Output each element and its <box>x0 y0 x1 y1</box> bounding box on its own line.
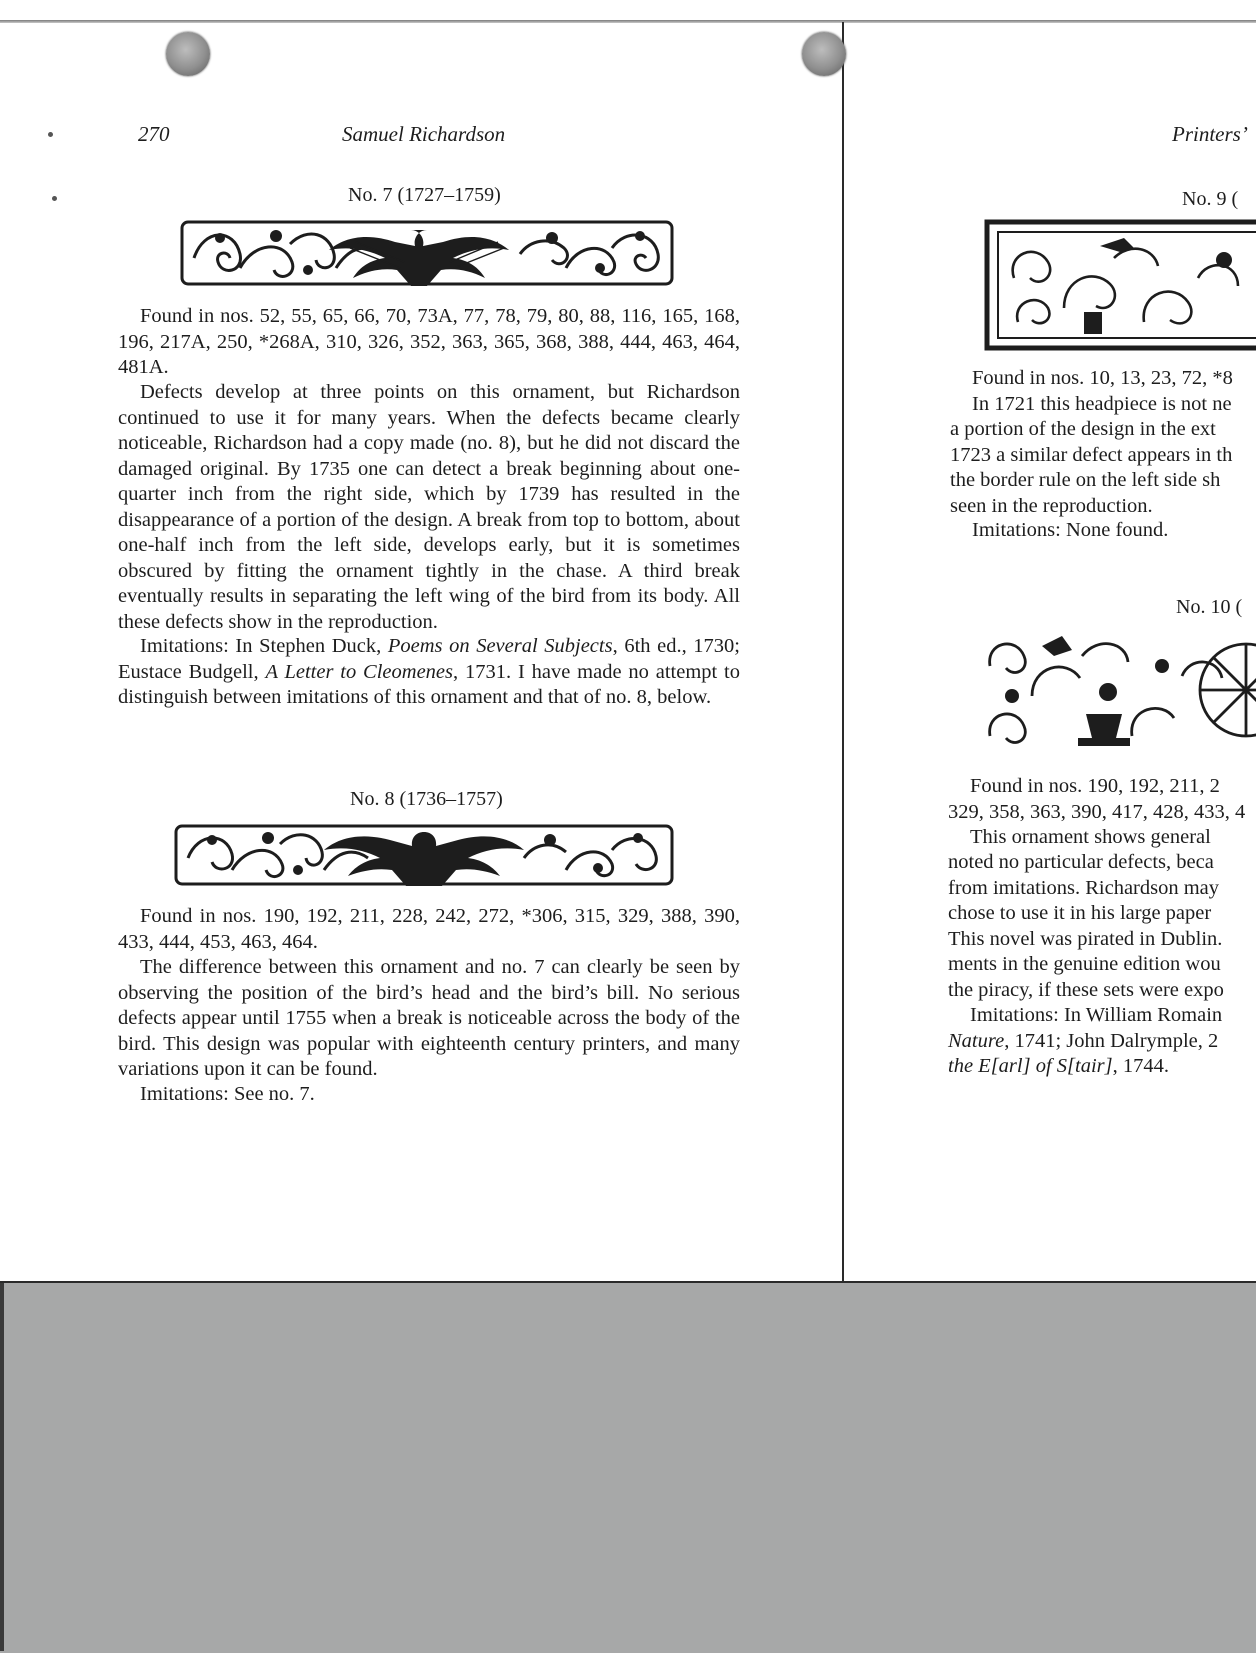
running-title: Samuel Richardson <box>342 122 506 146</box>
section-heading-no8: No. 8 (1736–1757) <box>350 788 503 810</box>
book-title: the E[arl] of S[tair] <box>948 1055 1113 1077</box>
imitations-paragraph-no7: Imitations: In Stephen Duck, Poems on Several Subjects, 6th ed., 1730; Eustace Budgell, A Letter to Cleomenes, 1731. I have made no attempt to distinguish between imitations of this ornament and that of no. 8, below. <box>118 635 741 708</box>
scanner-edge <box>0 1283 4 1651</box>
book-title: Poems on Several Subjects <box>387 635 613 657</box>
section-heading-no10: No. 10 ( <box>1176 596 1243 618</box>
punch-hole-right <box>802 32 846 76</box>
page-number: 270 <box>138 122 170 146</box>
ornament-no8-bird-headpiece <box>174 822 674 888</box>
scanner-background <box>0 1281 1256 1653</box>
book-title: A Letter to Cleomenes <box>265 660 454 683</box>
found-list-no8: Found in nos. 190, 192, 211, 228, 242, 272, *306, 315, 329, 388, 390, 433, 444, 453, 463, 464. <box>118 905 740 953</box>
section-heading-no7: No. 7 (1727–1759) <box>348 184 501 206</box>
found-list-no7: Found in nos. 52, 55, 65, 66, 70, 73A, 77, 78, 79, 80, 88, 116, 165, 168, 196, 217A, 250, *268A, 310, 326, 352, 363, 365, 368, 388, 444, 463, 464, 481A. <box>118 305 740 378</box>
book-title: Nature <box>948 1030 1005 1052</box>
defects-paragraph-no7: Defects develop at three points on this ornament, but Richardson continued to use it for many years. When the defects became clearly noticeable, Richardson had a copy made (no. 8), but he did not discard the damaged original. By 1735 one can detect a break beginning about one-quarter inch from the right side, which by 1739 has resulted in the disappearance of a portion of the design. A break from top to bottom, about one-half inch from the left side, develops early, but it is sometimes obscured by fitting the ornament tightly in the chase. A third break eventually results in separating the left wing of the bird from its body. All these defects show in the reproduction. <box>118 381 740 633</box>
imitations-paragraph-no8: Imitations: See no. 7. <box>140 1083 315 1105</box>
page-gutter-line <box>842 22 844 1281</box>
ornament-no10-headpiece <box>982 626 1256 760</box>
right-running-title: Printers’ <box>1172 122 1248 146</box>
scan-top-edge <box>0 20 1256 23</box>
difference-paragraph-no8: The difference between this ornament and no. 7 can clearly be seen by observing the position of the bird’s head and the bird’s bill. No serious defects appear until 1755 when a break is noticeable across the body of the bird. This design was popular with eighteenth century printers, and many variations upon it can be found. <box>118 956 740 1080</box>
scan-speck <box>52 196 57 201</box>
ornament-no7-bird-headpiece <box>180 218 674 288</box>
scan-speck <box>48 132 53 137</box>
punch-hole-left <box>166 32 210 76</box>
ornament-no9-headpiece <box>984 218 1256 354</box>
section-heading-no9: No. 9 ( <box>1182 188 1239 210</box>
